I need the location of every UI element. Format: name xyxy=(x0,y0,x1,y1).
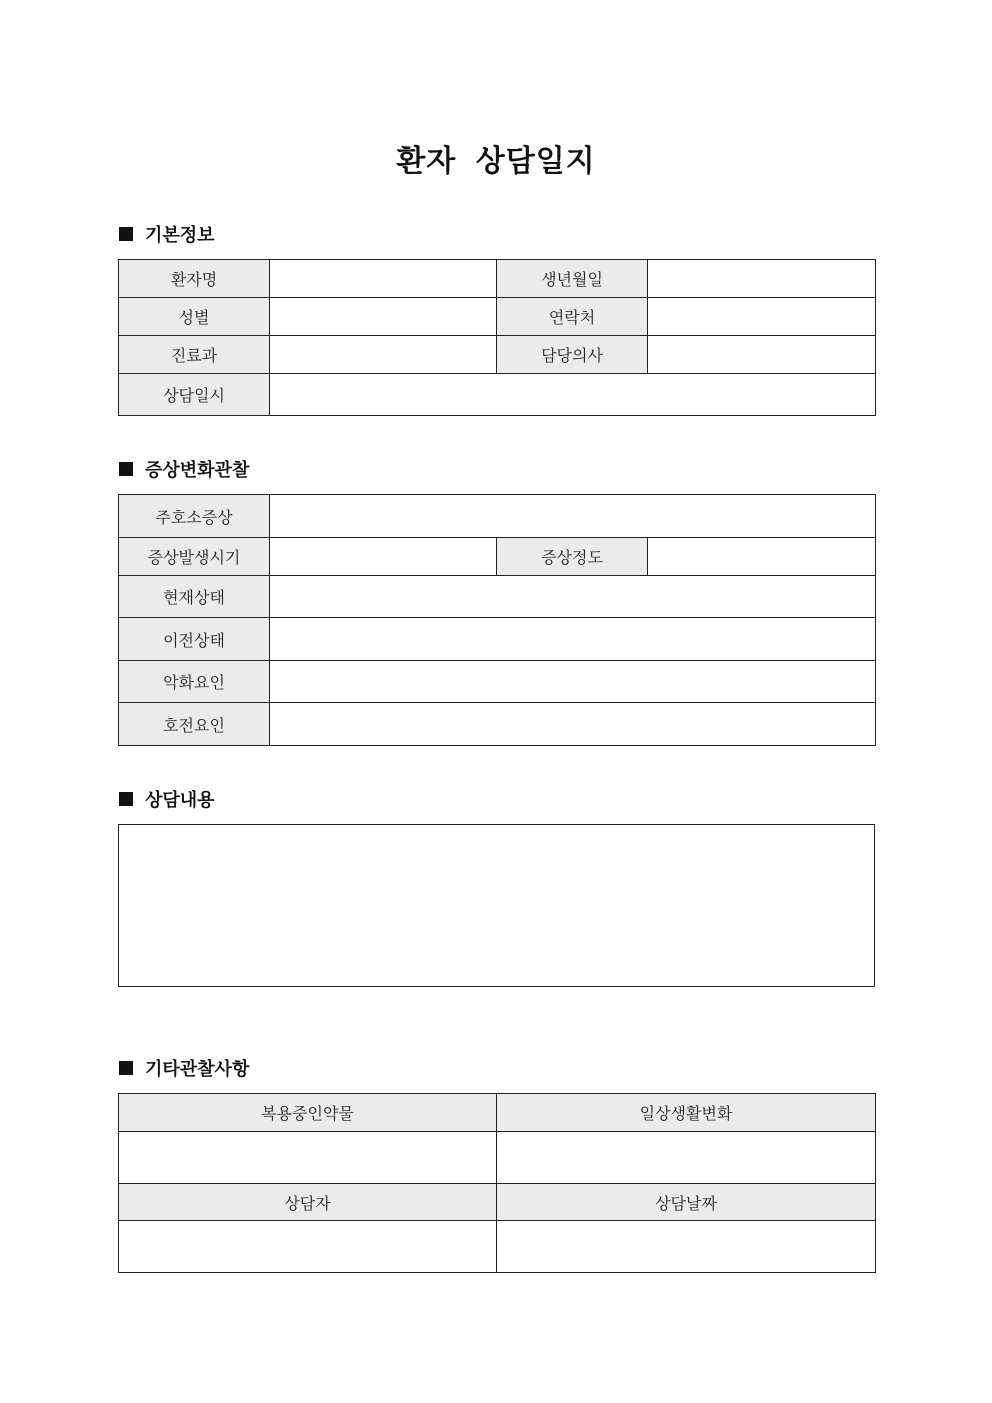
gender-label: 성별 xyxy=(119,298,270,336)
consult-datetime-field[interactable] xyxy=(270,374,876,416)
doctor-field[interactable] xyxy=(648,336,876,374)
section-heading-other-observations xyxy=(119,1056,249,1080)
contact-label: 연락처 xyxy=(497,298,648,336)
chief-complaint-field[interactable] xyxy=(270,495,876,538)
section-title: 기본정보 xyxy=(145,225,215,246)
severity-field[interactable] xyxy=(648,538,876,576)
doctor-label: 담당의사 xyxy=(497,336,648,374)
page-title: 환자 상담일지 xyxy=(396,144,596,179)
symptom-observation-table xyxy=(118,494,876,746)
chief-complaint-label: 주호소증상 xyxy=(119,495,270,538)
relieving-factor-label: 호전요인 xyxy=(119,703,270,746)
section-title: 상담내용 xyxy=(145,790,215,811)
previous-state-label: 이전상태 xyxy=(119,618,270,661)
department-field[interactable] xyxy=(270,336,497,374)
section-heading-consult-content xyxy=(119,787,215,811)
current-state-field[interactable] xyxy=(270,576,876,618)
square-bullet-icon xyxy=(119,462,133,476)
basic-info-table xyxy=(118,259,876,416)
gender-field[interactable] xyxy=(270,298,497,336)
other-observations-table xyxy=(118,1093,876,1273)
contact-field[interactable] xyxy=(648,298,876,336)
relieving-factor-field[interactable] xyxy=(270,703,876,746)
aggravating-factor-label: 악화요인 xyxy=(119,661,270,703)
consult-content-box[interactable] xyxy=(118,824,875,987)
daily-life-change-label: 일상생활변화 xyxy=(497,1094,876,1132)
square-bullet-icon xyxy=(119,792,133,806)
consult-date-field[interactable] xyxy=(497,1221,876,1273)
section-title: 기타관찰사항 xyxy=(145,1059,250,1080)
medication-label: 복용중인약물 xyxy=(119,1094,497,1132)
section-heading-basic-info xyxy=(119,222,215,246)
counselor-field[interactable] xyxy=(119,1221,497,1273)
consult-datetime-label: 상담일시 xyxy=(119,374,270,416)
consult-date-label: 상담날짜 xyxy=(497,1184,876,1221)
section-heading-symptom-observation xyxy=(119,457,249,481)
square-bullet-icon xyxy=(119,227,133,241)
severity-label: 증상정도 xyxy=(497,538,648,576)
medication-field[interactable] xyxy=(119,1132,497,1184)
aggravating-factor-field[interactable] xyxy=(270,661,876,703)
square-bullet-icon xyxy=(119,1061,133,1075)
current-state-label: 현재상태 xyxy=(119,576,270,618)
previous-state-field[interactable] xyxy=(270,618,876,661)
patient-name-field[interactable] xyxy=(270,260,497,298)
section-title: 증상변화관찰 xyxy=(145,460,250,481)
onset-field[interactable] xyxy=(270,538,497,576)
onset-label: 증상발생시기 xyxy=(119,538,270,576)
birthdate-label: 생년월일 xyxy=(497,260,648,298)
patient-name-label: 환자명 xyxy=(119,260,270,298)
birthdate-field[interactable] xyxy=(648,260,876,298)
department-label: 진료과 xyxy=(119,336,270,374)
daily-life-change-field[interactable] xyxy=(497,1132,876,1184)
counselor-label: 상담자 xyxy=(119,1184,497,1221)
